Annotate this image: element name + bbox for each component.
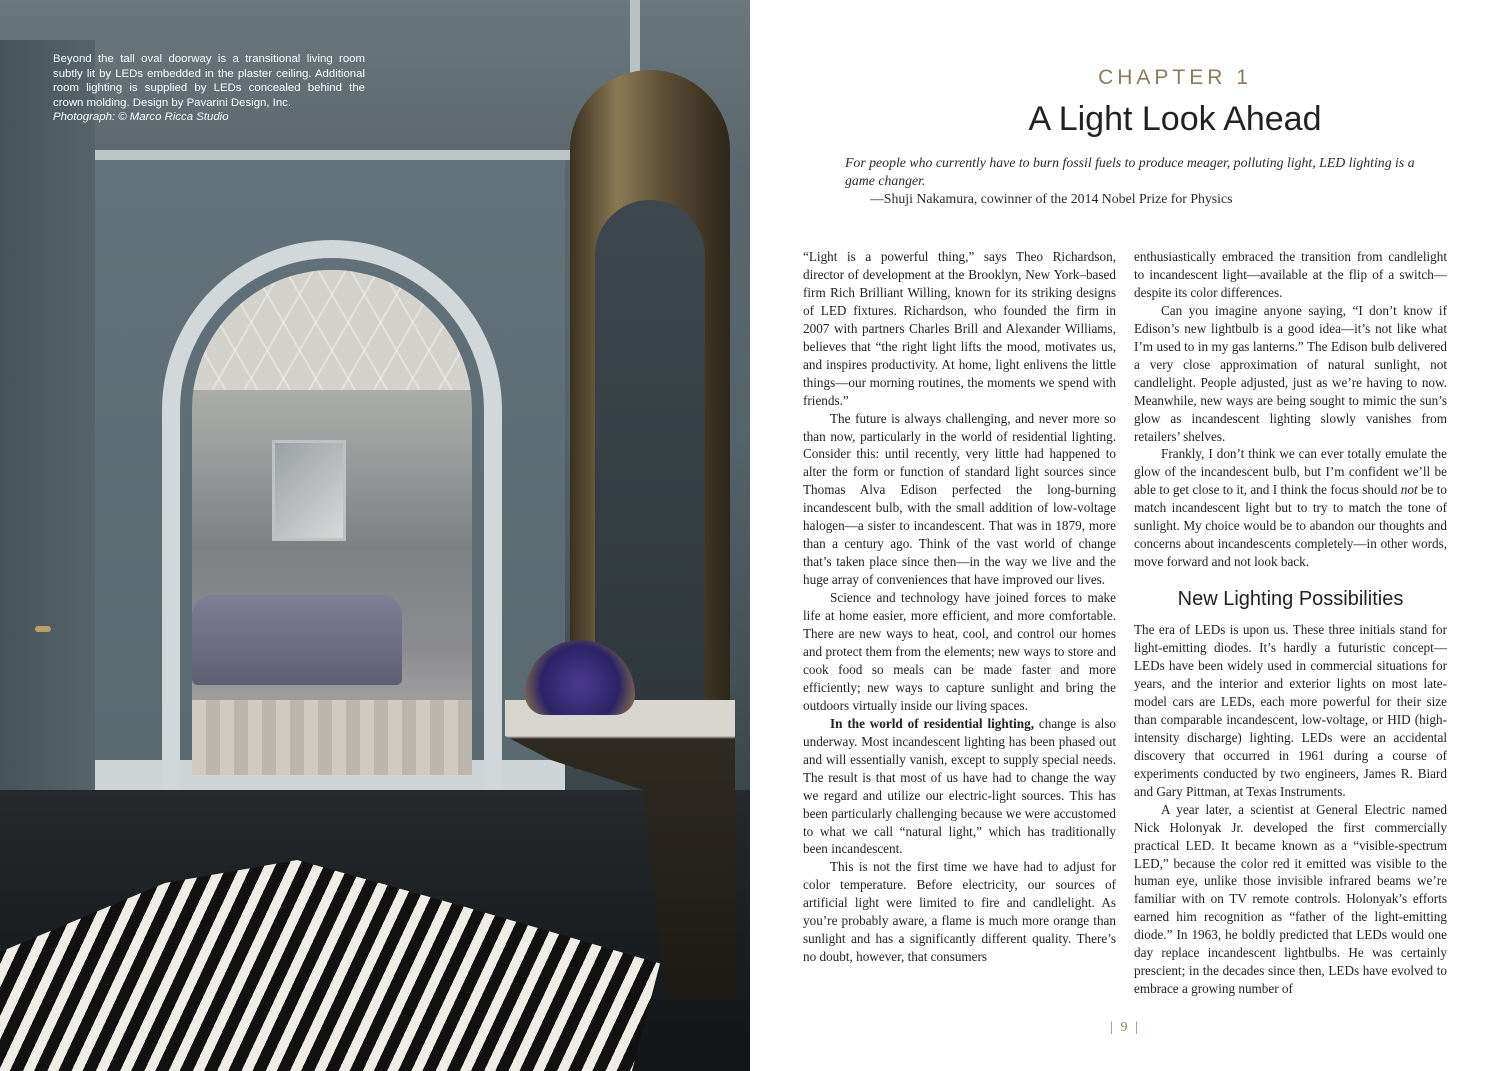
epigraph-attribution: —Shuji Nakamura, cowinner of the 2014 Nobel Prize for Physics <box>870 191 1233 206</box>
body-column-left <box>803 248 1116 966</box>
body-text: change is also underway. Most incandescent lighting has been phased out and will essentially vanish, except to supply special needs. The result is that most of us have had to change the way we regard and utilize our electric-light sources. This has been particularly challenging because we were accustomed to what we call “natural light,” which has traditionally been incandescent. <box>803 715 1116 857</box>
chapter-title: A Light Look Ahead <box>1028 100 1322 138</box>
body-paragraph: Science and technology have joined forces to make life at home easier, more efficient, and more comfortable. There are new ways to heat, cool, and control our homes and protect them from the elements; new ways to store and cook food so meals can be made faster and more efficiently; new ways to capture sunlight and bring the outdoors virtually inside our living spaces. <box>803 590 1116 713</box>
caption-text: Beyond the tall oval doorway is a transitional living room subtly lit by LEDs embedded in the plaster ceiling. Additional room lighting is supplied by LEDs concealed behind the crown molding. Design by Pavarini Design, Inc. <box>53 53 365 109</box>
body-text: Frankly, I don’t think we can ever totally emulate the glow of the incandescent bulb, but I’m confident we’ll be able to get close to it, and I think the focus should <box>1134 446 1447 498</box>
emphasis-text: not <box>1400 482 1418 498</box>
photo-caption <box>53 52 365 125</box>
body-paragraph: Can you imagine anyone saying, “I don’t know if Edison’s new lightbulb is a good idea—it’s not like what I’m used to in my gas lanterns.” The Edison bulb delivered a very close approximation of natural sunlight, not candlelight. People adjusted, just as we’re having to now. Meanwhile, new ways are being sought to mimic the sun’s glow as incandescent lighting slowly vanishes from retailers’ shelves. <box>1134 302 1447 444</box>
body-paragraph <box>1134 445 1447 571</box>
body-paragraph: A year later, a scientist at General Electric named Nick Holonyak Jr. developed the first commercially practical LED. It became known as a “visible-spectrum LED,” because the color red it emitted was visible to the human eye, unlike those invisible infrared beams we’re familiar with on TV remote controls. Holonyak’s efforts earned him recognition as “father of the light-emitting diode.” In 1963, he boldly predicted that LEDs would one day replace incandescent lightbulbs. He was certainly prescient; in the decades since then, LEDs have evolved to embrace a growing number of <box>1134 801 1447 997</box>
epigraph <box>845 154 1445 208</box>
body-paragraph: “Light is a powerful thing,” says Theo Richardson, director of development at the Brooklyn, New York–based firm Rich Brilliant Willing, known for its striking designs of LED fixtures. Richardson, who founded the firm in 2007 with partners Charles Brill and Alexander Williams, believes that “the right light lifts the mood, motivates us, and inspires productivity. At home, light enlivens the little things—our morning routines, the moments we spend with friends.” <box>803 249 1116 408</box>
section-heading: New Lighting Possibilities <box>1177 588 1404 611</box>
body-paragraph: enthusiastically embraced the transition from candlelight to incandescent light—available at the flip of a switch—despite its color differences. <box>1134 249 1447 300</box>
photo-left-wall <box>0 40 95 860</box>
chapter-label: CHAPTER 1 <box>1098 66 1252 89</box>
body-text: be to match incandescent light but to try to match the tone of sunlight. My choice would be to abandon our thoughts and concerns about incandescents completely—in other words, move forward and not look back. <box>1134 482 1447 570</box>
body-paragraph <box>803 715 1116 859</box>
body-paragraph: The era of LEDs is upon us. These three initials stand for light-emitting diodes. It’s hardly a futuristic concept—LEDs have been widely used in commercial situations for years, and the interior and exterior lights on most late-model cars are LEDs, each more powerful for their size than comparable incandescent, low-voltage, or HID (high-intensity discharge) lighting. LEDs were an accidental discovery that occurred in 1961 during a course of experiments conducted by two engineers, James R. Biard and Gary Pittman, at Texas Instruments. <box>1134 622 1447 799</box>
body-paragraph: This is not the first time we have had to adjust for color temperature. Before electricity, our sources of artificial light were limited to fire and candlelight. As you’re probably aware, a flame is much more orange than sunlight and has a significantly different quality. There’s no doubt, however, that consumers <box>803 859 1116 965</box>
photo-arch-frame <box>162 240 502 820</box>
page-number: | 9 | <box>1110 1020 1140 1035</box>
epigraph-quote: For people who currently have to burn fossil fuels to produce meager, polluting light, LED lighting is a game changer. <box>845 155 1415 188</box>
photo-door-handle <box>35 626 51 632</box>
caption-credit: Photograph: © Marco Ricca Studio <box>53 111 229 124</box>
body-paragraph: The future is always challenging, and never more so than now, particularly in the world of residential lighting. Consider this: until recently, very little had happened to alter the form or function of standard light sources since Thomas Alva Edison perfected the long-burning incandescent bulb, with the small addition of low-voltage halogen—a sister to incandescent. That was in 1879, more than a century ago. Think of the vast world of change that’s taken place since then—in the way we live and the huge array of conveniences that have improved our lives. <box>803 410 1116 588</box>
lead-in-bold: In the world of residential lighting, <box>830 715 1034 731</box>
text-page <box>750 0 1500 1071</box>
body-column-right <box>1134 248 1447 998</box>
